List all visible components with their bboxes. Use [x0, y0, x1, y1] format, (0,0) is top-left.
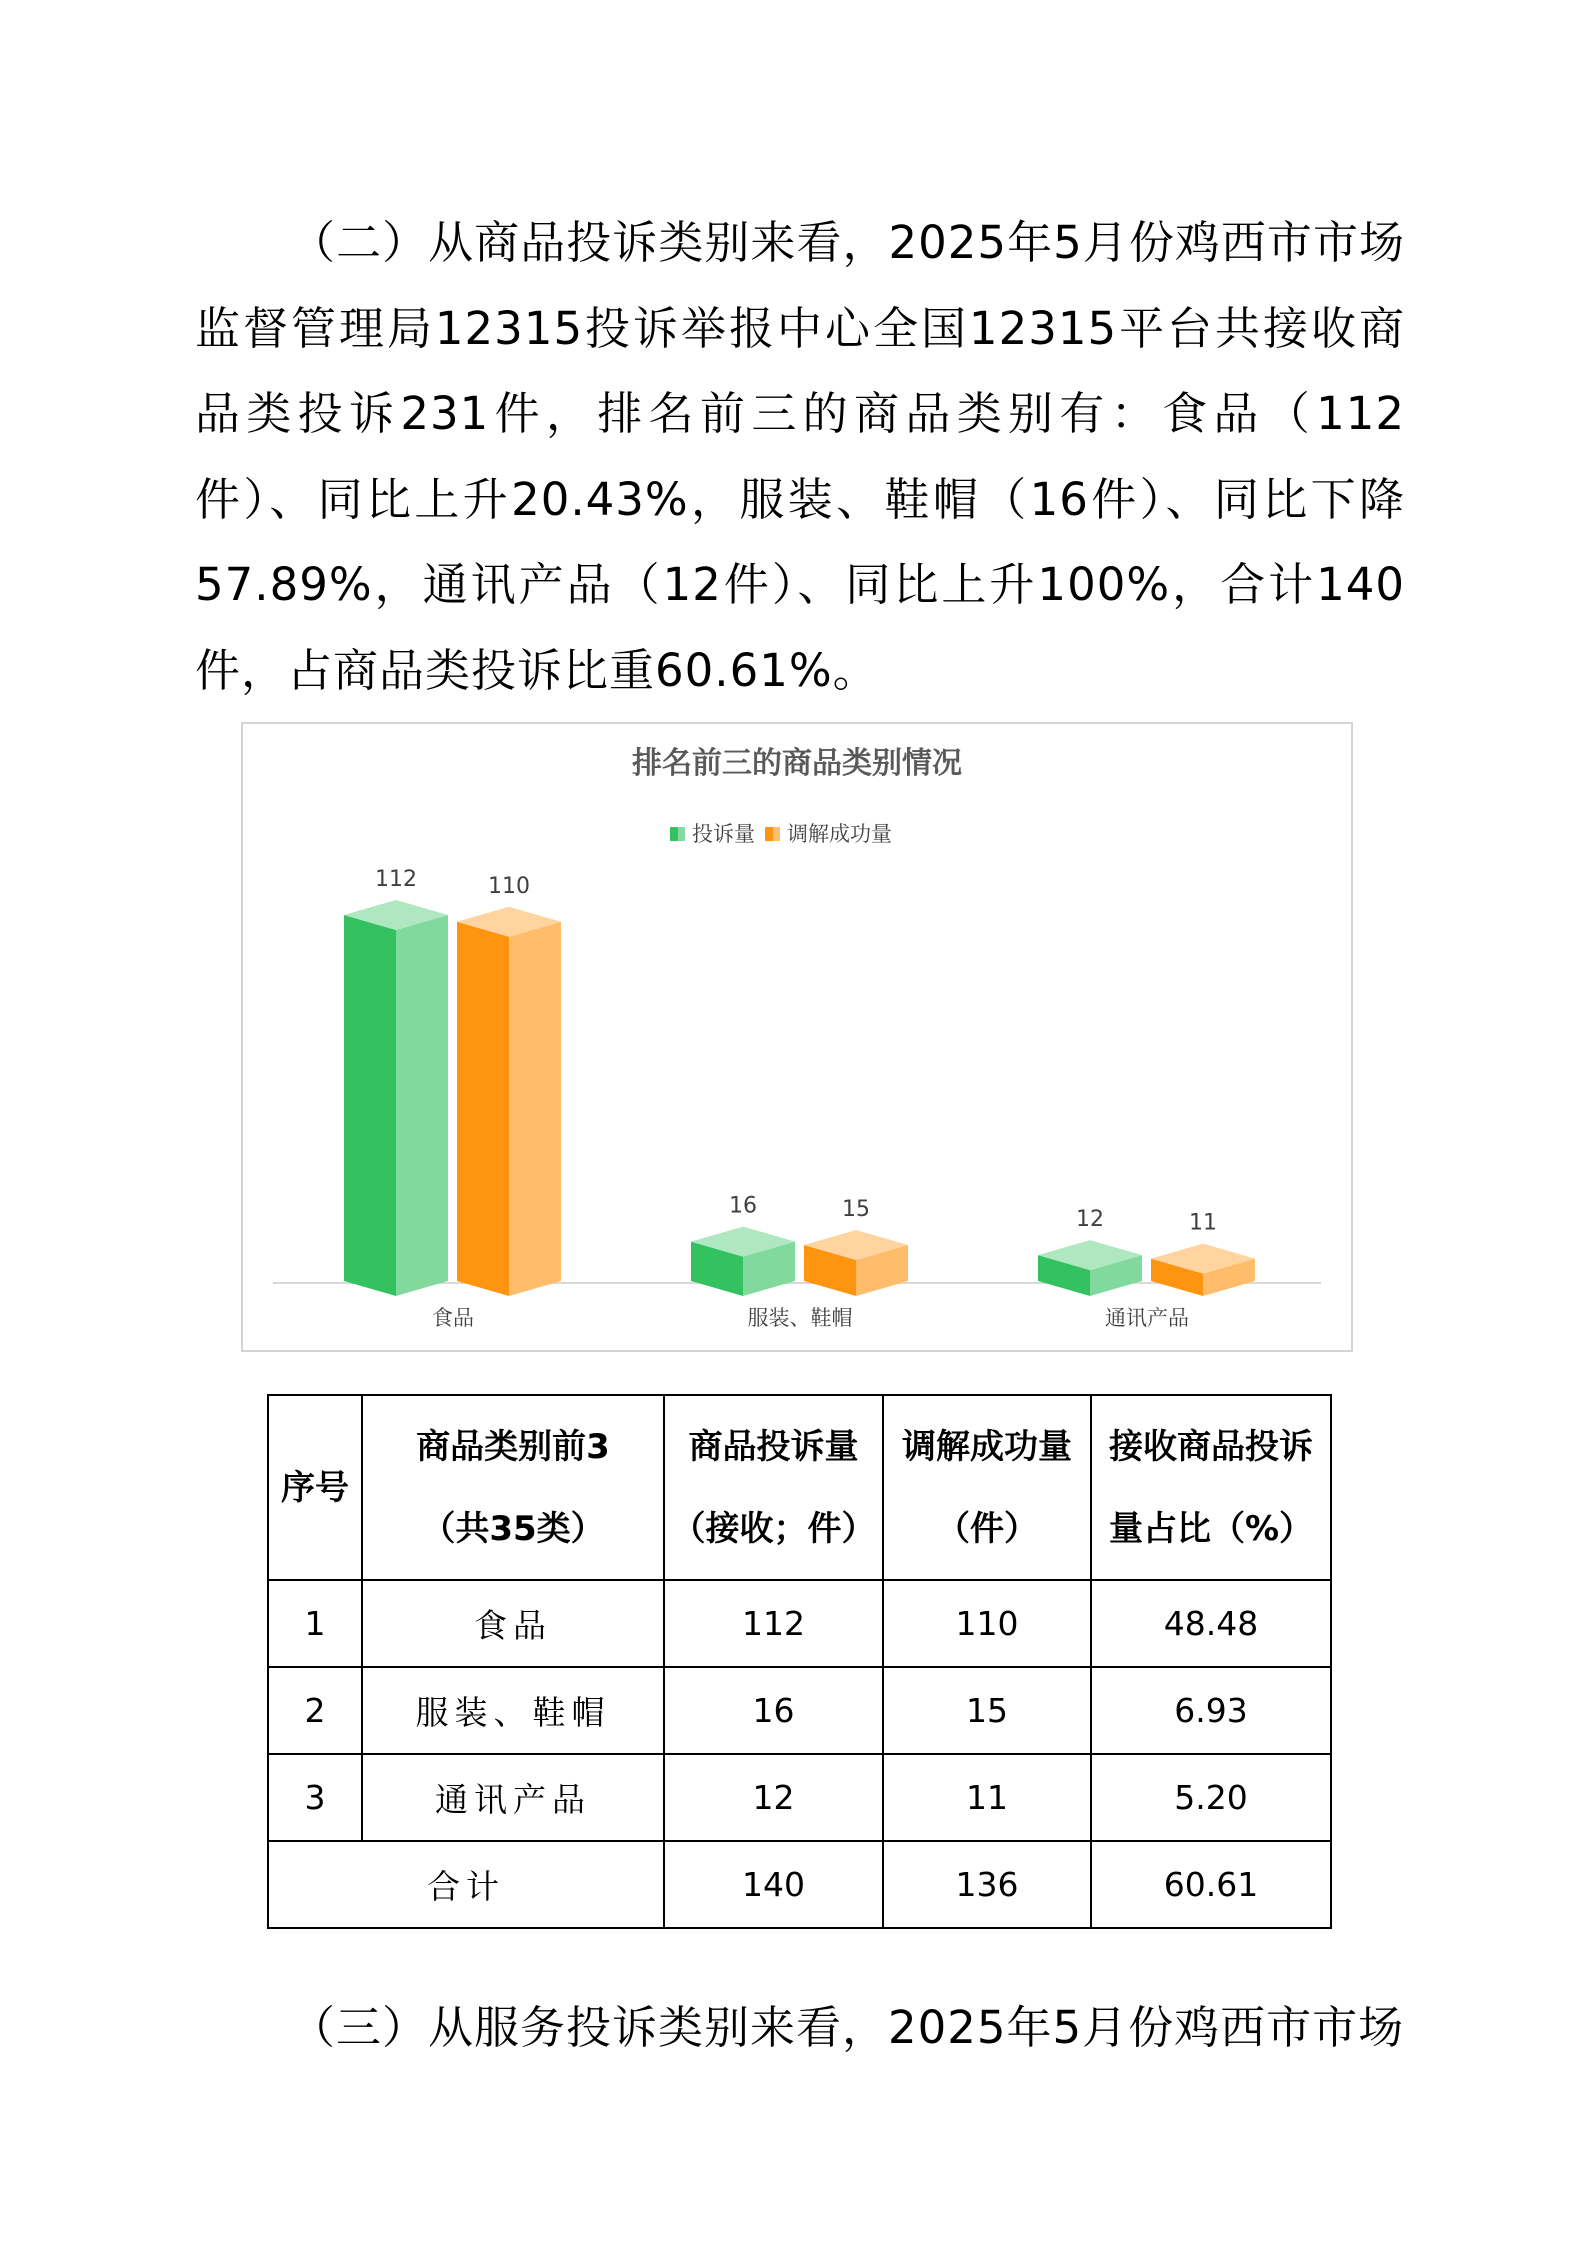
cell-complaints: 16 [664, 1667, 883, 1754]
commodity-table [267, 1394, 1332, 1929]
table-row [268, 1580, 1331, 1667]
table-total-row [268, 1841, 1331, 1928]
paragraph-service-complaints [195, 1985, 1405, 2071]
bar-0-1-side [509, 922, 561, 1296]
data-label-2-1: 11 [1189, 1210, 1217, 1236]
cell-mediated: 15 [883, 1667, 1091, 1754]
category-label-1: 服装、鞋帽 [747, 1306, 853, 1330]
legend-swatch-0 [670, 827, 678, 841]
bar-0-1-front [457, 922, 509, 1296]
data-label-1-0: 16 [729, 1193, 757, 1219]
data-label-0-1: 110 [488, 873, 530, 899]
data-label-1-1: 15 [842, 1196, 870, 1222]
cell-category: 服装、鞋帽 [362, 1667, 664, 1754]
table-row [268, 1754, 1331, 1841]
header-complaints: 商品投诉量 （接收；件） [664, 1395, 883, 1580]
header-category: 商品类别前3 （共35类） [362, 1395, 664, 1580]
paragraph-text: （三）从服务投诉类别来看，2025年5月份鸡西市市场 [290, 2001, 1405, 2054]
header-no: 序号 [268, 1395, 362, 1580]
cell-no: 1 [268, 1580, 362, 1667]
legend-label-1: 调解成功量 [787, 822, 892, 846]
bar-0-0-front [344, 915, 396, 1296]
bar-0-0-side [396, 915, 448, 1296]
cell-complaints: 112 [664, 1580, 883, 1667]
paragraph-text: （二）从商品投诉类别来看，2025年5月份鸡西市市场监督管理局12315投诉举报中心全国12315平台共接收商品类投诉231件，排名前三的商品类别有：食品（112件）、同比上升20.43%，服装、鞋帽（16件）、同比下降57.89%，通讯产品（12件）、同比上升100%，合计140件，占商品类投诉比重60.61%。 [195, 216, 1405, 697]
header-mediated: 调解成功量 （件） [883, 1395, 1091, 1580]
table-header-row [268, 1395, 1331, 1580]
legend-label-0: 投诉量 [692, 822, 755, 846]
cell-no: 3 [268, 1754, 362, 1841]
cell-no: 2 [268, 1667, 362, 1754]
cell-complaints: 12 [664, 1754, 883, 1841]
category-label-2: 通讯产品 [1105, 1306, 1189, 1330]
table-row [268, 1667, 1331, 1754]
cell-ratio: 48.48 [1091, 1580, 1331, 1667]
cell-ratio: 6.93 [1091, 1667, 1331, 1754]
category-label-0: 食品 [432, 1306, 474, 1330]
paragraph-commodity-complaints [195, 200, 1405, 713]
legend-swatch-side-1 [773, 827, 780, 841]
legend-swatch-1 [765, 827, 773, 841]
data-label-0-0: 112 [375, 867, 417, 892]
chart-canvas [243, 724, 1351, 1350]
cell-total-complaints: 140 [664, 1841, 883, 1928]
cell-total-ratio: 60.61 [1091, 1841, 1331, 1928]
cell-total-label: 合计 [268, 1841, 664, 1928]
cell-category: 通讯产品 [362, 1754, 664, 1841]
chart-title: 排名前三的商品类别情况 [632, 746, 962, 781]
cell-mediated: 110 [883, 1580, 1091, 1667]
cell-total-mediated: 136 [883, 1841, 1091, 1928]
cell-ratio: 5.20 [1091, 1754, 1331, 1841]
cell-category: 食品 [362, 1580, 664, 1667]
header-ratio: 接收商品投诉 量占比（%） [1091, 1395, 1331, 1580]
cell-mediated: 11 [883, 1754, 1091, 1841]
data-label-2-0: 12 [1076, 1207, 1104, 1233]
bar-chart [241, 722, 1353, 1352]
legend-swatch-side-0 [678, 827, 685, 841]
